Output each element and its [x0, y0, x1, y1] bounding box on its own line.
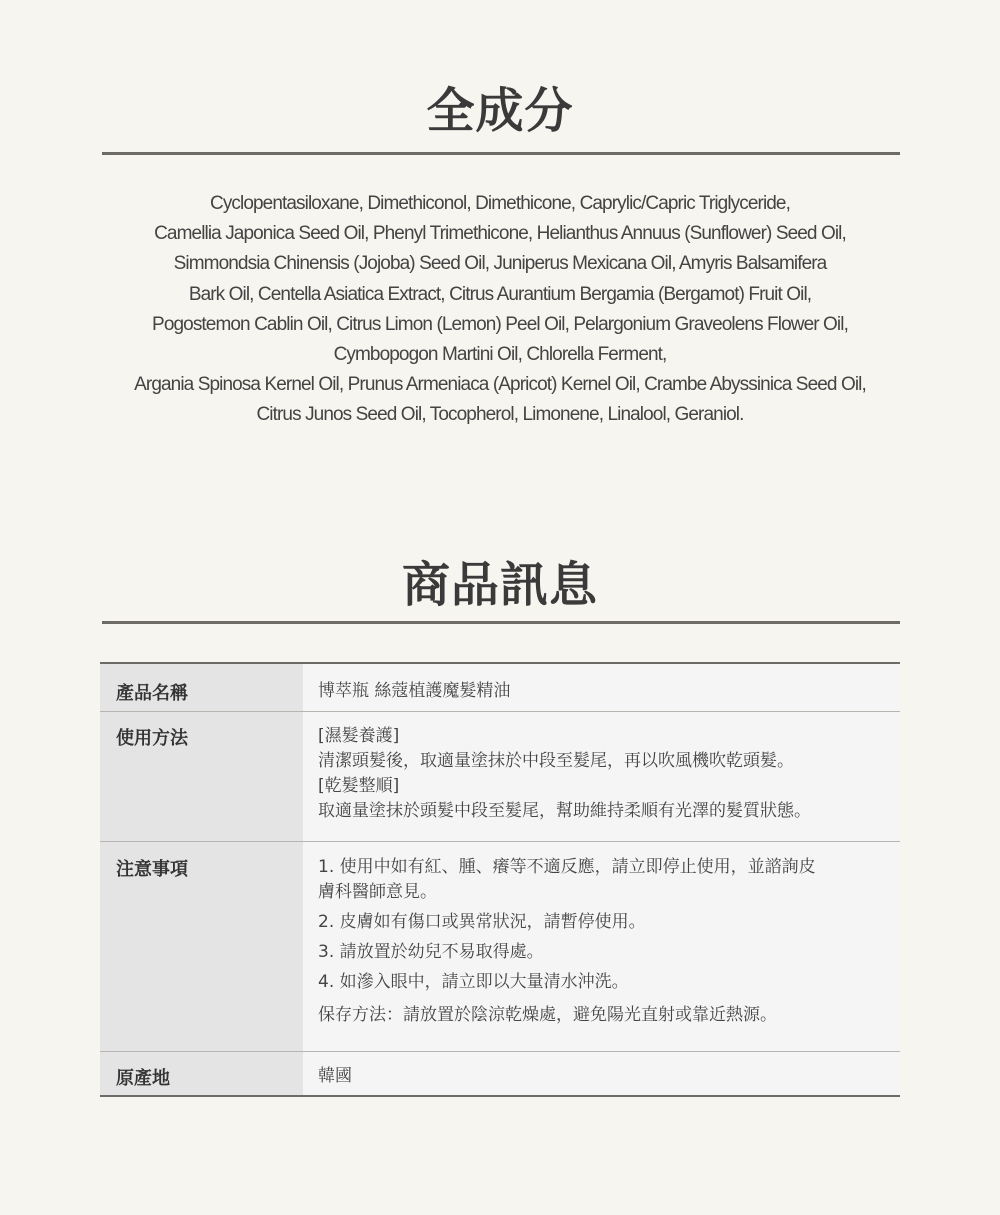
usage-line: [乾髮整順] — [318, 775, 400, 796]
table-row-product-name — [100, 663, 900, 711]
caution-item: 1. 使用中如有紅、腫、癢等不適反應，請立即停止使用，並諮詢皮 — [318, 856, 816, 877]
product-name-value: 博萃瓶 絲蔻植護魔髮精油 — [303, 663, 900, 711]
usage-label: 使用方法 — [100, 711, 303, 841]
ingredients-line: Cyclopentasiloxane, Dimethiconol, Dimethicone, Caprylic/Capric Triglyceride, — [210, 193, 790, 214]
caution-label: 注意事項 — [100, 841, 303, 1051]
usage-line: 清潔頭髮後，取適量塗抹於中段至髮尾，再以吹風機吹乾頭髮。 — [318, 750, 794, 771]
caution-item: 膚科醫師意見。 — [318, 881, 437, 902]
storage-note: 保存方法：請放置於陰涼乾燥處，避免陽光直射或靠近熱源。 — [318, 1004, 777, 1025]
product-info-table — [100, 662, 900, 1097]
table-row-usage — [100, 711, 900, 841]
ingredients-title: 全成分 — [426, 83, 574, 139]
usage-value — [303, 711, 900, 841]
origin-label: 原產地 — [100, 1051, 303, 1096]
origin-value: 韓國 — [303, 1051, 900, 1096]
ingredients-line: Pogostemon Cablin Oil, Citrus Limon (Lemon) Peel Oil, Pelargonium Graveolens Flower Oil, — [152, 313, 848, 335]
caution-value — [303, 841, 900, 1051]
ingredients-line: Cymbopogon Martini Oil, Chlorella Ferment, — [333, 344, 667, 366]
table-row-origin — [100, 1051, 900, 1096]
ingredients-line: Simmondsia Chinensis (Jojoba) Seed Oil, Juniperus Mexicana Oil, Amyris Balsamifera — [173, 253, 827, 275]
usage-line: 取適量塗抹於頭髮中段至髮尾，幫助維持柔順有光澤的髮質狀態。 — [318, 800, 811, 821]
product-name-label: 產品名稱 — [100, 663, 303, 711]
caution-item: 4. 如滲入眼中，請立即以大量清水沖洗。 — [318, 971, 629, 992]
usage-line: [濕髮養護] — [318, 725, 400, 746]
ingredients-line: Citrus Junos Seed Oil, Tocopherol, Limonene, Linalool, Geraniol. — [256, 404, 744, 426]
ingredients-divider — [102, 152, 900, 155]
ingredients-line: Bark Oil, Centella Asiatica Extract, Citrus Aurantium Bergamia (Bergamot) Fruit Oil, — [188, 283, 812, 305]
ingredients-line: Camellia Japonica Seed Oil, Phenyl Trimethicone, Helianthus Annuus (Sunflower) Seed Oil, — [154, 223, 846, 245]
ingredients-list — [100, 189, 900, 431]
caution-item: 2. 皮膚如有傷口或異常狀況，請暫停使用。 — [318, 911, 646, 932]
ingredients-line: Argania Spinosa Kernel Oil, Prunus Armeniaca (Apricot) Kernel Oil, Crambe Abyssinica Seed Oil, — [134, 374, 866, 396]
product-info-divider — [102, 621, 900, 624]
product-info-title: 商品訊息 — [401, 557, 598, 613]
caution-item: 3. 請放置於幼兒不易取得處。 — [318, 941, 544, 962]
table-row-caution — [100, 841, 900, 1051]
